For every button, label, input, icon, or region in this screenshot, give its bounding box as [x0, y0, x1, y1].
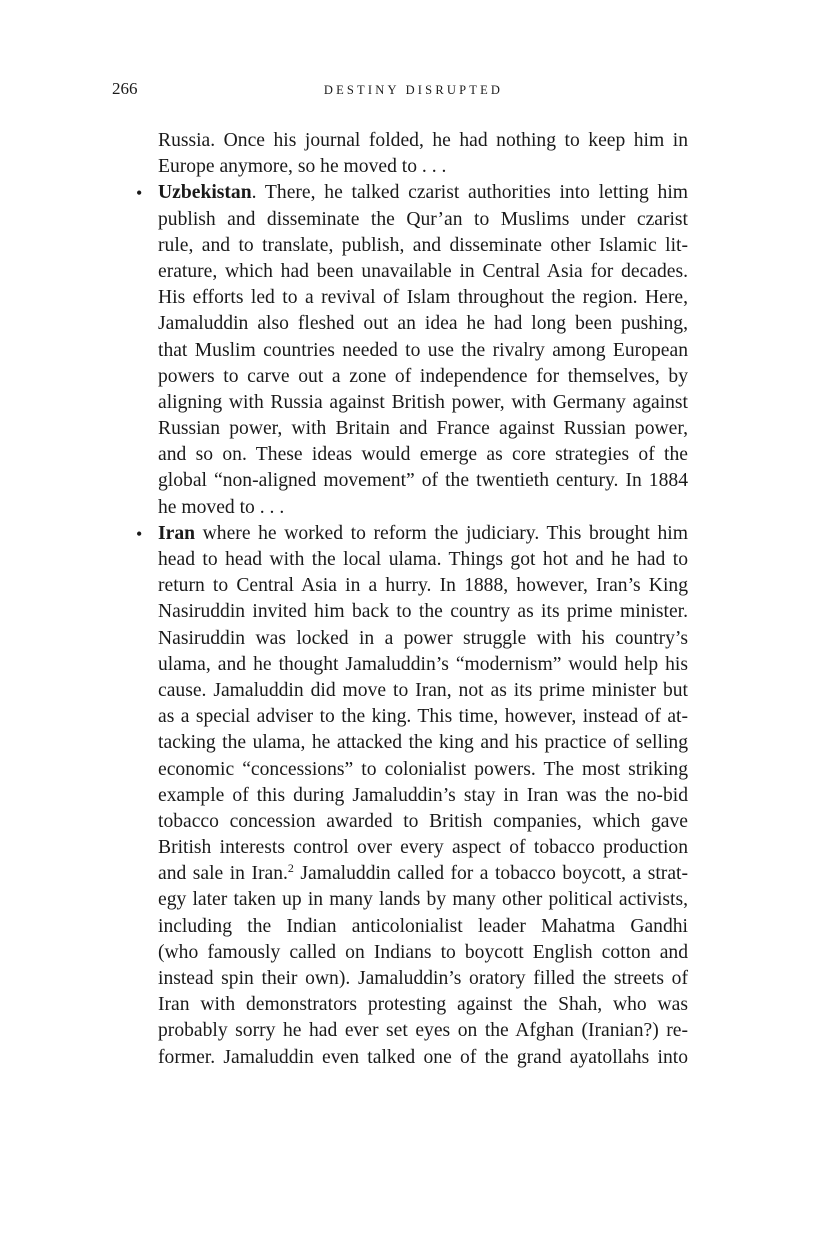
- text-line: and so on. These ideas would emerge as core strategies of the: [158, 444, 688, 466]
- text-line: economic “concessions” to colonialist powers. The most striking: [158, 758, 688, 780]
- continuation-paragraph: [158, 128, 688, 180]
- text-line: as a special adviser to the king. This time, however, instead of at-: [158, 706, 688, 728]
- text-line: British interests control over every aspect of tobacco production: [158, 837, 688, 859]
- text-line: tacking the ulama, he attacked the king and his practice of selling: [158, 732, 688, 754]
- text-line: aligning with Russia against British power, with Germany against: [158, 391, 688, 413]
- text-line: tobacco concession awarded to British companies, which gave: [158, 810, 688, 832]
- bullet-icon: •: [136, 523, 143, 544]
- bullet-item-uzbekistan: [136, 180, 688, 520]
- text-line: Nasiruddin invited him back to the country as its prime minister.: [158, 601, 688, 623]
- text-line: Russian power, with Britain and France against Russian power,: [158, 418, 688, 440]
- text-line: example of this during Jamaluddin’s stay in Iran was the no-bid: [158, 784, 688, 806]
- footnote-reference[interactable]: 2: [287, 861, 294, 876]
- text-line: including the Indian anticolonialist leader Mahatma Gandhi: [158, 915, 688, 937]
- text-line: Nasiruddin was locked in a power struggle with his country’s: [158, 627, 688, 649]
- line-start: and sale in Iran.: [158, 863, 288, 885]
- line-rest: . There, he talked czarist authorities into letting him: [251, 182, 688, 204]
- text-line: (who famously called on Indians to boycott English cotton and: [158, 941, 688, 963]
- text-line: global “non-aligned movement” of the twentieth century. In 1884: [158, 470, 688, 492]
- text-line: powers to carve out a zone of independence for themselves, by: [158, 365, 688, 387]
- text-line: erature, which had been unavailable in Central Asia for decades.: [158, 260, 688, 282]
- text-line: Iran with demonstrators protesting against the Shah, who was: [158, 994, 688, 1016]
- text-line: head to head with the local ulama. Things got hot and he had to: [158, 549, 688, 570]
- text-line-with-footnote: [158, 861, 688, 887]
- text-line: probably sorry he had ever set eyes on the Afghan (Iranian?) re-: [158, 1020, 688, 1042]
- text-line: former. Jamaluddin even talked one of the grand ayatollahs into: [158, 1046, 688, 1068]
- line-rest: where he worked to reform the judiciary. This brought him: [195, 522, 688, 544]
- bullet-icon: •: [136, 183, 143, 204]
- text-line: return to Central Asia in a hurry. In 1888, however, Iran’s King: [158, 575, 688, 597]
- text-line: he moved to . . .: [158, 496, 285, 518]
- running-head: DESTINY DISRUPTED: [323, 83, 504, 97]
- text-line: Europe anymore, so he moved to . . .: [158, 156, 447, 178]
- text-line: instead spin their own). Jamaluddin’s oratory filled the streets of: [158, 968, 688, 989]
- text-line: Jamaluddin also fleshed out an idea he had long been pushing,: [158, 313, 688, 335]
- text-line: [158, 521, 688, 547]
- text-line: that Muslim countries needed to use the rivalry among European: [158, 339, 688, 361]
- bullet-item-iran: [136, 521, 689, 1071]
- text-line: His efforts led to a revival of Islam throughout the region. Here,: [158, 287, 688, 309]
- bullet-term: Iran: [158, 522, 196, 544]
- text-line: publish and disseminate the Qur’an to Muslims under czarist: [158, 208, 688, 230]
- bullet-term: Uzbekistan: [158, 182, 252, 204]
- body-text: [136, 128, 689, 1071]
- text-line: cause. Jamaluddin did move to Iran, not as its prime minister but: [158, 679, 688, 701]
- page-number: 266: [112, 79, 138, 98]
- line-rest: Jamaluddin called for a tobacco boycott, a strat-: [293, 863, 689, 885]
- text-line: rule, and to translate, publish, and disseminate other Islamic lit-: [158, 234, 688, 256]
- text-line: ulama, and he thought Jamaluddin’s “modernism” would help his: [158, 653, 688, 675]
- text-line: [158, 180, 688, 206]
- text-line: egy later taken up in many lands by many other political activists,: [158, 889, 688, 911]
- text-line: Russia. Once his journal folded, he had nothing to keep him in: [158, 130, 688, 151]
